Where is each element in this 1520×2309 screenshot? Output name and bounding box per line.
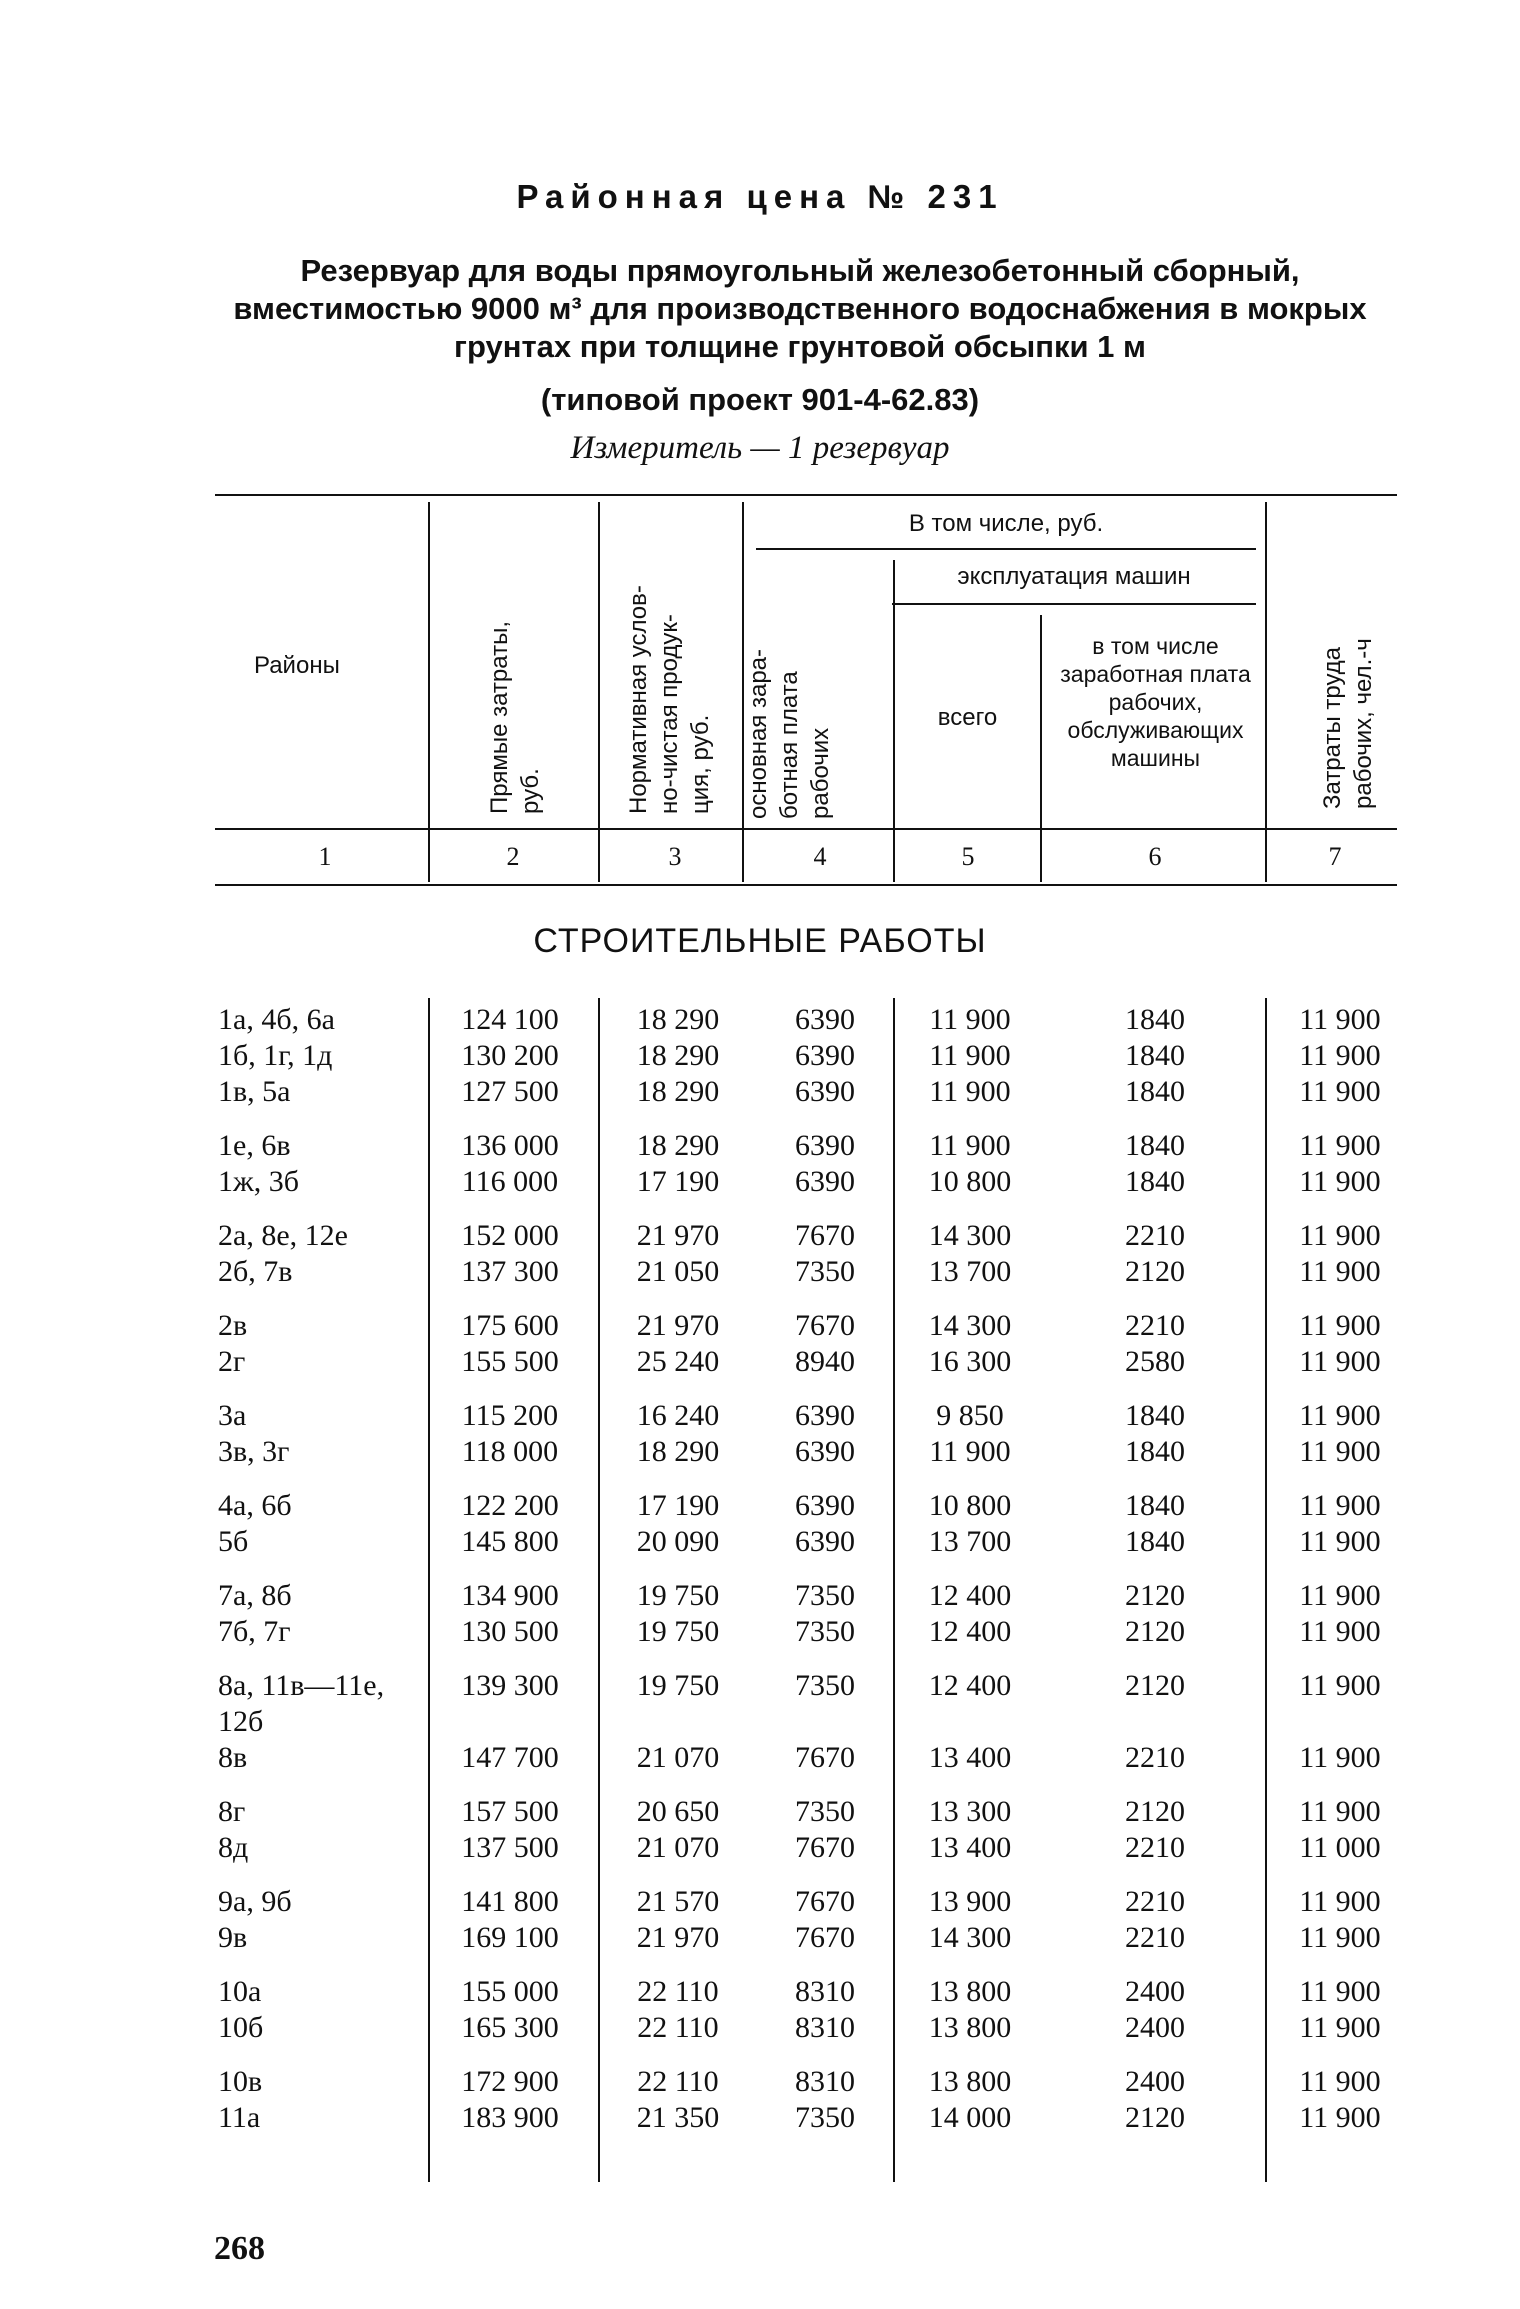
header-districts: Районы	[254, 652, 340, 679]
column-number-2: 2	[506, 842, 520, 871]
table-row	[0, 1524, 1520, 1560]
cell-base-wage: 6390	[795, 1435, 855, 1468]
cell-normative-product: 21 070	[636, 1831, 720, 1864]
cell-district: 7а, 8б	[218, 1579, 292, 1612]
cell-district: 1б, 1г, 1д	[218, 1039, 333, 1072]
cell-base-wage: 7350	[795, 1615, 855, 1648]
header-base-wage: основная зара- ботная плата рабочих	[745, 648, 834, 819]
cell-district: 1е, 6в	[218, 1129, 291, 1162]
table-row	[0, 1164, 1520, 1200]
cell-machine-total: 13 400	[928, 1831, 1012, 1864]
cell-machine-total: 10 800	[928, 1489, 1012, 1522]
cell-machine-total: 13 700	[928, 1525, 1012, 1558]
cell-labor-costs: 11 900	[1299, 2101, 1381, 2134]
cell-labor-costs: 11 000	[1299, 1831, 1381, 1864]
cell-district: 3а	[218, 1399, 247, 1432]
cell-direct-costs: 157 500	[461, 1795, 559, 1828]
cell-district: 5б	[218, 1525, 249, 1558]
table-row	[0, 1128, 1520, 1164]
cell-base-wage: 7350	[795, 1255, 855, 1288]
table-row	[0, 1254, 1520, 1290]
cell-normative-product: 21 350	[636, 2101, 720, 2134]
cell-district: 2а, 8е, 12е	[218, 1219, 348, 1252]
cell-base-wage: 7350	[795, 1579, 855, 1612]
cell-base-wage: 8310	[795, 1975, 855, 2008]
cell-machine-wage: 2210	[1125, 1741, 1185, 1774]
table-row	[0, 2064, 1520, 2100]
cell-base-wage: 6390	[795, 1129, 855, 1162]
cell-base-wage: 6390	[795, 1525, 855, 1558]
cell-machine-wage: 2400	[1125, 1975, 1185, 2008]
column-number-3: 3	[668, 842, 682, 871]
cell-base-wage: 7350	[795, 1669, 855, 1702]
cell-normative-product: 21 070	[636, 1741, 720, 1774]
cell-machine-total: 11 900	[929, 1435, 1011, 1468]
cell-base-wage: 7670	[795, 1885, 855, 1918]
cell-direct-costs: 155 500	[461, 1345, 559, 1378]
cell-normative-product: 21 970	[636, 1921, 720, 1954]
cell-labor-costs: 11 900	[1299, 1345, 1381, 1378]
table-row	[0, 1884, 1520, 1920]
cell-district: 11а	[218, 2101, 261, 2134]
cell-district: 2в	[218, 1309, 248, 1342]
cell-machine-wage: 1840	[1125, 1165, 1185, 1198]
header-bottom-rule	[215, 828, 1397, 830]
cell-district: 8а, 11в—11е,	[218, 1669, 385, 1702]
cell-labor-costs: 11 900	[1299, 1525, 1381, 1558]
header-subgroup-rule	[892, 603, 1256, 605]
table-row	[0, 1920, 1520, 1956]
header-labor-costs: Затраты труда рабочих, чел.-ч	[1319, 638, 1377, 809]
cell-machine-total: 14 300	[928, 1309, 1012, 1342]
column-number-7: 7	[1328, 842, 1342, 871]
cell-machine-wage: 1840	[1125, 1039, 1185, 1072]
table-row	[0, 1434, 1520, 1470]
cell-base-wage: 7350	[795, 2101, 855, 2134]
cell-machine-total: 14 300	[928, 1921, 1012, 1954]
cell-machine-wage: 2120	[1125, 1255, 1185, 1288]
cell-base-wage: 6390	[795, 1165, 855, 1198]
cell-machine-total: 13 900	[928, 1885, 1012, 1918]
table-row	[0, 1974, 1520, 2010]
cell-base-wage: 8310	[795, 2011, 855, 2044]
header-divider-6	[1265, 502, 1267, 882]
cell-direct-costs: 115 200	[461, 1399, 559, 1432]
table-row	[0, 1218, 1520, 1254]
cell-district: 9а, 9б	[218, 1885, 292, 1918]
cell-base-wage: 6390	[795, 1489, 855, 1522]
cell-labor-costs: 11 900	[1299, 2065, 1381, 2098]
cell-normative-product: 20 090	[636, 1525, 720, 1558]
cell-direct-costs: 118 000	[461, 1435, 559, 1468]
cell-district: 10в	[218, 2065, 263, 2098]
cell-machine-total: 11 900	[929, 1075, 1011, 1108]
cell-base-wage: 7670	[795, 1309, 855, 1342]
cell-normative-product: 19 750	[636, 1579, 720, 1612]
cell-district: 1в, 5а	[218, 1075, 291, 1108]
cell-district: 2г	[218, 1345, 246, 1378]
table-row	[0, 1578, 1520, 1614]
header-divider-1	[428, 502, 430, 882]
cell-base-wage: 7350	[795, 1795, 855, 1828]
table-row	[0, 1668, 1520, 1704]
cell-labor-costs: 11 900	[1299, 1309, 1381, 1342]
table-row	[0, 1614, 1520, 1650]
table-row	[0, 1704, 1520, 1740]
cell-machine-wage: 2580	[1125, 1345, 1185, 1378]
cell-normative-product: 20 650	[636, 1795, 720, 1828]
cell-normative-product: 18 290	[636, 1129, 720, 1162]
cell-machine-wage: 2120	[1125, 1669, 1185, 1702]
cell-district: 1а, 4б, 6а	[218, 1003, 335, 1036]
cell-normative-product: 18 290	[636, 1039, 720, 1072]
cell-labor-costs: 11 900	[1299, 1489, 1381, 1522]
cell-normative-product: 21 050	[636, 1255, 720, 1288]
table-row	[0, 1830, 1520, 1866]
cell-normative-product: 21 570	[636, 1885, 720, 1918]
cell-normative-product: 22 110	[637, 2011, 719, 2044]
cell-machine-total: 13 800	[928, 2065, 1012, 2098]
cell-direct-costs: 136 000	[461, 1129, 559, 1162]
cell-machine-wage: 2210	[1125, 1831, 1185, 1864]
cell-direct-costs: 137 500	[461, 1831, 559, 1864]
cell-district: 7б, 7г	[218, 1615, 291, 1648]
cell-district: 1ж, 3б	[218, 1165, 299, 1198]
cell-district: 8г	[218, 1795, 246, 1828]
cell-district: 8д	[218, 1831, 249, 1864]
cell-labor-costs: 11 900	[1299, 1795, 1381, 1828]
cell-district: 3в, 3г	[218, 1435, 290, 1468]
table-row	[0, 1038, 1520, 1074]
cell-labor-costs: 11 900	[1299, 1615, 1381, 1648]
table-row	[0, 1002, 1520, 1038]
cell-district: 8в	[218, 1741, 248, 1774]
cell-normative-product: 21 970	[636, 1309, 720, 1342]
cell-base-wage: 6390	[795, 1075, 855, 1108]
column-number-6: 6	[1148, 842, 1162, 871]
cell-machine-wage: 1840	[1125, 1435, 1185, 1468]
cell-normative-product: 19 750	[636, 1615, 720, 1648]
table-row	[0, 1740, 1520, 1776]
cell-direct-costs: 124 100	[461, 1003, 559, 1036]
cell-direct-costs: 137 300	[461, 1255, 559, 1288]
header-divider-5	[1040, 615, 1042, 882]
page-number: 268	[214, 2230, 265, 2267]
cell-base-wage: 6390	[795, 1399, 855, 1432]
cell-district: 2б, 7в	[218, 1255, 293, 1288]
cell-machine-total: 13 700	[928, 1255, 1012, 1288]
table-row	[0, 2010, 1520, 2046]
table-row	[0, 1398, 1520, 1434]
cell-normative-product: 18 290	[636, 1075, 720, 1108]
cell-direct-costs: 147 700	[461, 1741, 559, 1774]
cell-machine-total: 13 800	[928, 1975, 1012, 2008]
table-row	[0, 1488, 1520, 1524]
price-title: Районная цена № 231	[516, 178, 1004, 215]
cell-machine-wage: 2120	[1125, 2101, 1185, 2134]
cell-machine-total: 11 900	[929, 1039, 1011, 1072]
cell-machine-wage: 2120	[1125, 1795, 1185, 1828]
cell-base-wage: 7670	[795, 1219, 855, 1252]
cell-base-wage: 6390	[795, 1039, 855, 1072]
table-row	[0, 1344, 1520, 1380]
project-reference: (типовой проект 901-4-62.83)	[540, 382, 980, 417]
cell-labor-costs: 11 900	[1299, 1885, 1381, 1918]
table-row	[0, 1308, 1520, 1344]
measure-unit: Измеритель — 1 резервуар	[570, 430, 950, 466]
cell-machine-total: 9 850	[936, 1399, 1004, 1432]
cell-labor-costs: 11 900	[1299, 2011, 1381, 2044]
header-divider-2	[598, 502, 600, 882]
header-normative-product: Нормативная услов- но-чистая продук- ция, руб.	[625, 585, 714, 814]
cell-base-wage: 8310	[795, 2065, 855, 2098]
header-top-rule	[215, 494, 1397, 496]
cell-direct-costs: 134 900	[461, 1579, 559, 1612]
cell-normative-product: 22 110	[637, 2065, 719, 2098]
cell-direct-costs: 172 900	[461, 2065, 559, 2098]
cell-machine-wage: 1840	[1125, 1489, 1185, 1522]
cell-machine-wage: 2210	[1125, 1921, 1185, 1954]
cell-labor-costs: 11 900	[1299, 1975, 1381, 2008]
cell-normative-product: 16 240	[636, 1399, 720, 1432]
cell-direct-costs: 155 000	[461, 1975, 559, 2008]
cell-machine-wage: 1840	[1125, 1075, 1185, 1108]
cell-machine-total: 12 400	[928, 1579, 1012, 1612]
cell-machine-total: 14 300	[928, 1219, 1012, 1252]
cell-district: 10б	[218, 2011, 264, 2044]
cell-base-wage: 8940	[795, 1345, 855, 1378]
cell-normative-product: 19 750	[636, 1669, 720, 1702]
header-machine-operation: эксплуатация машин	[957, 563, 1191, 590]
column-number-1: 1	[318, 842, 332, 871]
cell-machine-total: 13 300	[928, 1795, 1012, 1828]
cell-labor-costs: 11 900	[1299, 1003, 1381, 1036]
cell-machine-wage: 2210	[1125, 1885, 1185, 1918]
cell-direct-costs: 127 500	[461, 1075, 559, 1108]
cell-normative-product: 18 290	[636, 1435, 720, 1468]
table-row	[0, 1794, 1520, 1830]
cell-normative-product: 21 970	[636, 1219, 720, 1252]
cell-base-wage: 7670	[795, 1741, 855, 1774]
header-machine-wage: в том числе заработная плата рабочих, обслуживающих машины	[1060, 633, 1251, 771]
cell-labor-costs: 11 900	[1299, 1399, 1381, 1432]
column-number-4: 4	[813, 842, 827, 871]
cell-direct-costs: 130 500	[461, 1615, 559, 1648]
cell-direct-costs: 122 200	[461, 1489, 559, 1522]
cell-direct-costs: 139 300	[461, 1669, 559, 1702]
cell-labor-costs: 11 900	[1299, 1435, 1381, 1468]
cell-machine-wage: 2120	[1125, 1579, 1185, 1612]
cell-labor-costs: 11 900	[1299, 1219, 1381, 1252]
cell-direct-costs: 130 200	[461, 1039, 559, 1072]
cell-machine-total: 12 400	[928, 1615, 1012, 1648]
cell-machine-total: 13 400	[928, 1741, 1012, 1774]
cell-machine-total: 14 000	[928, 2101, 1012, 2134]
cell-machine-wage: 2210	[1125, 1219, 1185, 1252]
table-row	[0, 1074, 1520, 1110]
cell-base-wage: 7670	[795, 1831, 855, 1864]
cell-district: 12б	[218, 1705, 264, 1738]
cell-base-wage: 7670	[795, 1921, 855, 1954]
cell-normative-product: 17 190	[636, 1165, 720, 1198]
cell-machine-wage: 1840	[1125, 1129, 1185, 1162]
header-machine-total: всего	[937, 704, 998, 731]
cell-direct-costs: 116 000	[461, 1165, 559, 1198]
colnum-bottom-rule	[215, 884, 1397, 886]
cell-normative-product: 25 240	[636, 1345, 720, 1378]
cell-labor-costs: 11 900	[1299, 1741, 1381, 1774]
cell-machine-wage: 1840	[1125, 1003, 1185, 1036]
header-group-incl: В том числе, руб.	[908, 510, 1104, 537]
cell-direct-costs: 169 100	[461, 1921, 559, 1954]
cell-machine-total: 16 300	[928, 1345, 1012, 1378]
cell-normative-product: 17 190	[636, 1489, 720, 1522]
cell-base-wage: 6390	[795, 1003, 855, 1036]
cell-normative-product: 22 110	[637, 1975, 719, 2008]
cell-labor-costs: 11 900	[1299, 1669, 1381, 1702]
cell-direct-costs: 165 300	[461, 2011, 559, 2044]
cell-machine-total: 13 800	[928, 2011, 1012, 2044]
cell-machine-wage: 1840	[1125, 1399, 1185, 1432]
cell-direct-costs: 175 600	[461, 1309, 559, 1342]
cell-machine-total: 11 900	[929, 1129, 1011, 1162]
header-direct-costs: Прямые затраты, руб.	[486, 621, 544, 814]
cell-machine-wage: 2120	[1125, 1615, 1185, 1648]
cell-direct-costs: 183 900	[461, 2101, 559, 2134]
header-group-rule	[756, 548, 1256, 550]
cell-machine-wage: 2400	[1125, 2065, 1185, 2098]
cell-labor-costs: 11 900	[1299, 1075, 1381, 1108]
cell-direct-costs: 141 800	[461, 1885, 559, 1918]
cell-machine-total: 10 800	[928, 1165, 1012, 1198]
cell-machine-wage: 1840	[1125, 1525, 1185, 1558]
object-description: Резервуар для воды прямоугольный железобетонный сборный, вместимостью 9000 м³ для производственного водоснабжения в мокрых грунтах при толщине грунтовой обсыпки 1 м	[233, 253, 1367, 364]
section-title: СТРОИТЕЛЬНЫЕ РАБОТЫ	[533, 922, 987, 960]
cell-district: 9в	[218, 1921, 248, 1954]
cell-machine-wage: 2400	[1125, 2011, 1185, 2044]
cell-district: 10а	[218, 1975, 262, 2008]
cell-machine-wage: 2210	[1125, 1309, 1185, 1342]
cell-normative-product: 18 290	[636, 1003, 720, 1036]
column-number-5: 5	[961, 842, 975, 871]
cell-direct-costs: 152 000	[461, 1219, 559, 1252]
cell-labor-costs: 11 900	[1299, 1579, 1381, 1612]
cell-direct-costs: 145 800	[461, 1525, 559, 1558]
cell-machine-total: 11 900	[929, 1003, 1011, 1036]
cell-labor-costs: 11 900	[1299, 1255, 1381, 1288]
table-row	[0, 2100, 1520, 2136]
cell-labor-costs: 11 900	[1299, 1039, 1381, 1072]
cell-labor-costs: 11 900	[1299, 1165, 1381, 1198]
cell-labor-costs: 11 900	[1299, 1921, 1381, 1954]
cell-labor-costs: 11 900	[1299, 1129, 1381, 1162]
cell-machine-total: 12 400	[928, 1669, 1012, 1702]
cell-district: 4а, 6б	[218, 1489, 292, 1522]
